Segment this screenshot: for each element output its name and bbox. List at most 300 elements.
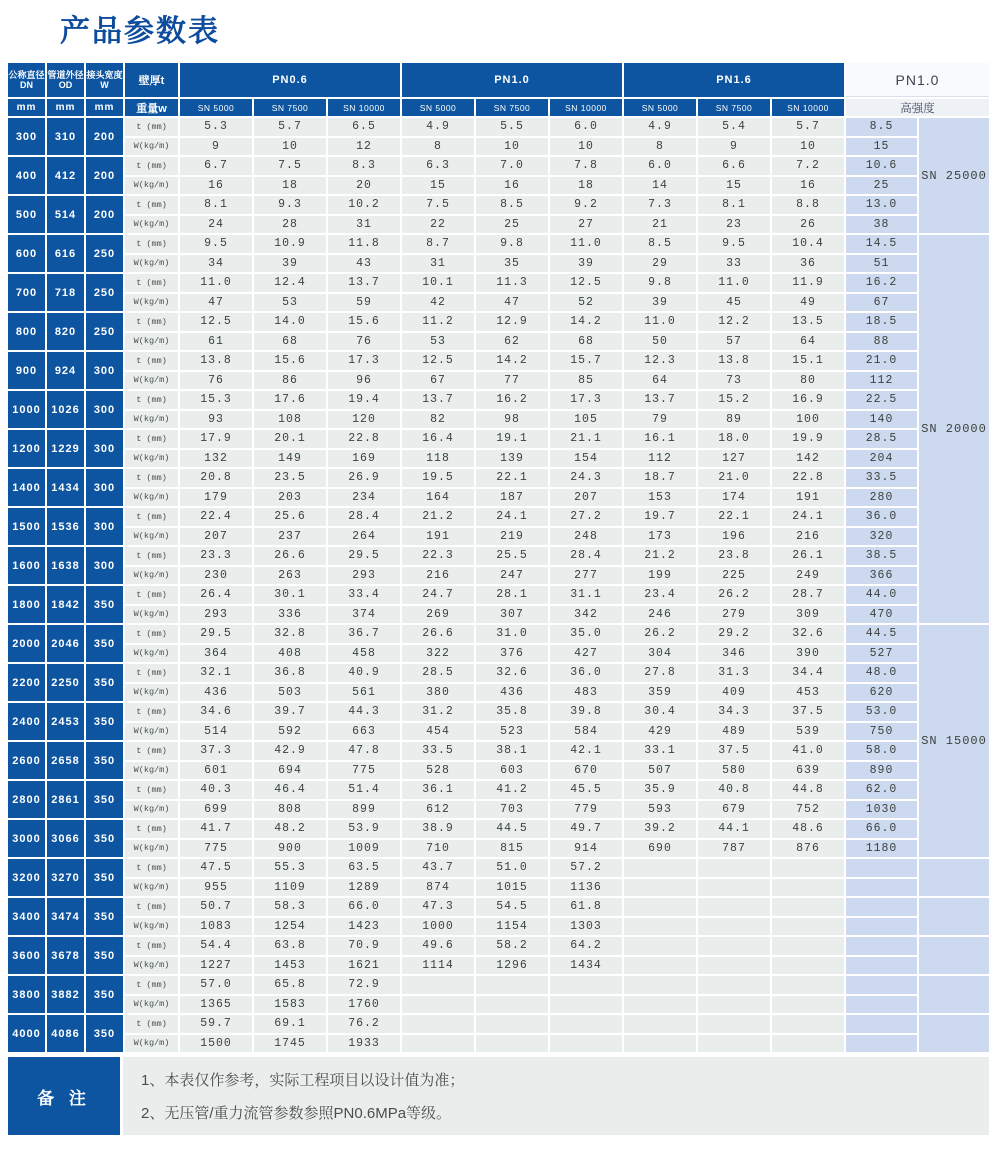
- thickness-value-cell: [476, 1015, 548, 1033]
- thickness-value-cell: 50.7: [180, 898, 252, 916]
- col-header-pn06-sn-10000: SN 10000: [328, 99, 400, 116]
- weight-value-cell: 9: [180, 138, 252, 156]
- weight-value-cell: 336: [254, 606, 326, 624]
- thickness-value-cell: 45.5: [550, 781, 622, 799]
- thickness-value-cell: 63.8: [254, 937, 326, 955]
- joint-width-cell: 300: [86, 391, 123, 428]
- thickness-value-cell: 7.5: [254, 157, 326, 175]
- weight-value-cell: 1583: [254, 996, 326, 1014]
- weight-value-cell: 503: [254, 684, 326, 702]
- weight-value-cell: [772, 996, 844, 1014]
- thickness-value-cell: 44.8: [772, 781, 844, 799]
- od-cell: 616: [47, 235, 84, 272]
- thickness-value-cell: 22.3: [402, 547, 474, 565]
- weight-value-cell: 9: [698, 138, 770, 156]
- joint-width-cell: 350: [86, 859, 123, 896]
- thickness-value-cell: 35.9: [624, 781, 696, 799]
- high-strength-weight-cell: [846, 957, 917, 975]
- row-label-weight: W(kg/m): [125, 138, 178, 156]
- high-strength-thickness-cell: 10.6: [846, 157, 917, 175]
- weight-value-cell: 710: [402, 840, 474, 858]
- thickness-value-cell: 42.9: [254, 742, 326, 760]
- thickness-value-cell: 58.3: [254, 898, 326, 916]
- weight-value-cell: 59: [328, 294, 400, 312]
- thickness-value-cell: [550, 976, 622, 994]
- col-header-od-abbr: OD: [58, 80, 73, 90]
- thickness-value-cell: 61.8: [550, 898, 622, 916]
- thickness-value-cell: 34.3: [698, 703, 770, 721]
- thickness-value-cell: 46.4: [254, 781, 326, 799]
- col-header-pn10-sn-7500: SN 7500: [476, 99, 548, 116]
- high-strength-thickness-cell: 28.5: [846, 430, 917, 448]
- thickness-value-cell: 36.7: [328, 625, 400, 643]
- thickness-value-cell: 38.1: [476, 742, 548, 760]
- high-strength-thickness-cell: [846, 859, 917, 877]
- thickness-value-cell: 7.2: [772, 157, 844, 175]
- thickness-value-cell: 6.7: [180, 157, 252, 175]
- weight-value-cell: [698, 918, 770, 936]
- od-cell: 514: [47, 196, 84, 233]
- row-label-weight: W(kg/m): [125, 294, 178, 312]
- weight-value-cell: [698, 1035, 770, 1053]
- col-header-width-abbr: W: [100, 80, 109, 90]
- dn-cell: 3600: [8, 937, 45, 974]
- high-strength-thickness-cell: 22.5: [846, 391, 917, 409]
- thickness-value-cell: [402, 1015, 474, 1033]
- thickness-value-cell: 22.1: [476, 469, 548, 487]
- weight-value-cell: 199: [624, 567, 696, 585]
- thickness-value-cell: 8.7: [402, 235, 474, 253]
- thickness-value-cell: 6.5: [328, 118, 400, 136]
- weight-value-cell: 216: [402, 567, 474, 585]
- thickness-value-cell: 18.0: [698, 430, 770, 448]
- thickness-value-cell: 36.8: [254, 664, 326, 682]
- weight-value-cell: [624, 996, 696, 1014]
- row-label-thickness: t (mm): [125, 859, 178, 877]
- thickness-value-cell: 5.3: [180, 118, 252, 136]
- od-cell: 412: [47, 157, 84, 194]
- weight-value-cell: 309: [772, 606, 844, 624]
- dn-cell: 2400: [8, 703, 45, 740]
- thickness-value-cell: 17.6: [254, 391, 326, 409]
- thickness-value-cell: 41.2: [476, 781, 548, 799]
- od-cell: 3882: [47, 976, 84, 1013]
- weight-value-cell: 10: [254, 138, 326, 156]
- weight-value-cell: 1500: [180, 1035, 252, 1053]
- weight-value-cell: 23: [698, 216, 770, 234]
- weight-value-cell: 234: [328, 489, 400, 507]
- weight-value-cell: 699: [180, 801, 252, 819]
- weight-value-cell: 408: [254, 645, 326, 663]
- weight-value-cell: 592: [254, 723, 326, 741]
- weight-value-cell: 8: [624, 138, 696, 156]
- weight-value-cell: 307: [476, 606, 548, 624]
- col-header-width: [86, 63, 123, 97]
- remarks-body: [123, 1057, 989, 1135]
- thickness-value-cell: 36.1: [402, 781, 474, 799]
- row-label-weight: W(kg/m): [125, 333, 178, 351]
- weight-value-cell: [550, 996, 622, 1014]
- dn-cell: 1000: [8, 391, 45, 428]
- weight-value-cell: 203: [254, 489, 326, 507]
- weight-value-cell: 1453: [254, 957, 326, 975]
- weight-value-cell: 1434: [550, 957, 622, 975]
- dn-cell: 700: [8, 274, 45, 311]
- weight-value-cell: 293: [328, 567, 400, 585]
- weight-value-cell: 173: [624, 528, 696, 546]
- weight-value-cell: 1136: [550, 879, 622, 897]
- thickness-value-cell: 9.3: [254, 196, 326, 214]
- weight-value-cell: 50: [624, 333, 696, 351]
- weight-value-cell: 53: [402, 333, 474, 351]
- high-strength-thickness-cell: 53.0: [846, 703, 917, 721]
- weight-value-cell: [476, 1035, 548, 1053]
- weight-value-cell: 31: [328, 216, 400, 234]
- thickness-value-cell: [698, 937, 770, 955]
- thickness-value-cell: 51.4: [328, 781, 400, 799]
- weight-value-cell: 1933: [328, 1035, 400, 1053]
- thickness-value-cell: 16.9: [772, 391, 844, 409]
- thickness-value-cell: 6.6: [698, 157, 770, 175]
- od-cell: 3066: [47, 820, 84, 857]
- thickness-value-cell: 10.2: [328, 196, 400, 214]
- row-label-weight: W(kg/m): [125, 489, 178, 507]
- product-parameter-table: [8, 63, 989, 1052]
- row-label-weight: W(kg/m): [125, 528, 178, 546]
- thickness-value-cell: 36.0: [550, 664, 622, 682]
- thickness-value-cell: 11.8: [328, 235, 400, 253]
- row-label-weight: W(kg/m): [125, 606, 178, 624]
- row-label-thickness: t (mm): [125, 274, 178, 292]
- remarks-section: [8, 1057, 989, 1135]
- thickness-value-cell: 55.3: [254, 859, 326, 877]
- weight-value-cell: [624, 879, 696, 897]
- remark-line-2: 2、无压管/重力流管参数参照PN0.6MPa等级。: [141, 1105, 452, 1122]
- thickness-value-cell: 24.3: [550, 469, 622, 487]
- weight-value-cell: 96: [328, 372, 400, 390]
- weight-value-cell: 454: [402, 723, 474, 741]
- weight-value-cell: 12: [328, 138, 400, 156]
- od-cell: 820: [47, 313, 84, 350]
- high-strength-thickness-cell: 44.0: [846, 586, 917, 604]
- high-strength-weight-cell: 1180: [846, 840, 917, 858]
- weight-value-cell: 247: [476, 567, 548, 585]
- weight-value-cell: 16: [772, 177, 844, 195]
- high-strength-weight-cell: 750: [846, 723, 917, 741]
- thickness-value-cell: 8.1: [698, 196, 770, 214]
- thickness-value-cell: 21.2: [402, 508, 474, 526]
- high-strength-weight-cell: 527: [846, 645, 917, 663]
- thickness-value-cell: 12.9: [476, 313, 548, 331]
- weight-value-cell: 225: [698, 567, 770, 585]
- thickness-value-cell: 41.7: [180, 820, 252, 838]
- joint-width-cell: 200: [86, 157, 123, 194]
- row-label-thickness: t (mm): [125, 625, 178, 643]
- thickness-value-cell: 66.0: [328, 898, 400, 916]
- weight-value-cell: 33: [698, 255, 770, 273]
- row-label-thickness: t (mm): [125, 391, 178, 409]
- thickness-value-cell: 21.0: [698, 469, 770, 487]
- sn-class-label: SN 15000: [919, 625, 989, 857]
- thickness-value-cell: [550, 1015, 622, 1033]
- weight-value-cell: [772, 957, 844, 975]
- weight-value-cell: 436: [476, 684, 548, 702]
- high-strength-weight-cell: 25: [846, 177, 917, 195]
- col-header-pn06-sn-5000: SN 5000: [180, 99, 252, 116]
- thickness-value-cell: 30.1: [254, 586, 326, 604]
- thickness-value-cell: 27.2: [550, 508, 622, 526]
- thickness-value-cell: 9.5: [180, 235, 252, 253]
- weight-value-cell: 15: [402, 177, 474, 195]
- weight-value-cell: 98: [476, 411, 548, 429]
- col-header-od: [47, 63, 84, 97]
- col-header-weight: 重量w: [125, 99, 178, 116]
- weight-value-cell: 458: [328, 645, 400, 663]
- weight-value-cell: 207: [550, 489, 622, 507]
- thickness-value-cell: [772, 976, 844, 994]
- thickness-value-cell: 7.0: [476, 157, 548, 175]
- sn-class-empty: [919, 937, 989, 974]
- weight-value-cell: 20: [328, 177, 400, 195]
- weight-value-cell: 230: [180, 567, 252, 585]
- high-strength-thickness-cell: 13.0: [846, 196, 917, 214]
- sn-class-label: SN 20000: [919, 235, 989, 623]
- dn-cell: 400: [8, 157, 45, 194]
- row-label-weight: W(kg/m): [125, 411, 178, 429]
- thickness-value-cell: 4.9: [402, 118, 474, 136]
- weight-value-cell: 80: [772, 372, 844, 390]
- thickness-value-cell: 63.5: [328, 859, 400, 877]
- weight-value-cell: 694: [254, 762, 326, 780]
- unit-width: mm: [86, 99, 123, 116]
- row-label-thickness: t (mm): [125, 586, 178, 604]
- row-label-thickness: t (mm): [125, 937, 178, 955]
- thickness-value-cell: 13.8: [698, 352, 770, 370]
- row-label-thickness: t (mm): [125, 508, 178, 526]
- high-strength-thickness-cell: 21.0: [846, 352, 917, 370]
- row-label-thickness: t (mm): [125, 1015, 178, 1033]
- weight-value-cell: [772, 879, 844, 897]
- thickness-value-cell: 26.1: [772, 547, 844, 565]
- row-label-thickness: t (mm): [125, 469, 178, 487]
- thickness-value-cell: 59.7: [180, 1015, 252, 1033]
- row-label-thickness: t (mm): [125, 547, 178, 565]
- row-label-weight: W(kg/m): [125, 450, 178, 468]
- weight-value-cell: 670: [550, 762, 622, 780]
- weight-value-cell: 196: [698, 528, 770, 546]
- weight-value-cell: [624, 957, 696, 975]
- thickness-value-cell: 47.5: [180, 859, 252, 877]
- weight-value-cell: 364: [180, 645, 252, 663]
- weight-value-cell: 86: [254, 372, 326, 390]
- weight-value-cell: 179: [180, 489, 252, 507]
- joint-width-cell: 350: [86, 703, 123, 740]
- thickness-value-cell: 30.4: [624, 703, 696, 721]
- weight-value-cell: 409: [698, 684, 770, 702]
- row-label-thickness: t (mm): [125, 703, 178, 721]
- weight-value-cell: 174: [698, 489, 770, 507]
- thickness-value-cell: 9.8: [624, 274, 696, 292]
- weight-value-cell: 775: [328, 762, 400, 780]
- weight-value-cell: 68: [254, 333, 326, 351]
- high-strength-weight-cell: [846, 1035, 917, 1053]
- thickness-value-cell: 8.1: [180, 196, 252, 214]
- weight-value-cell: 10: [550, 138, 622, 156]
- thickness-value-cell: 12.2: [698, 313, 770, 331]
- thickness-value-cell: 5.5: [476, 118, 548, 136]
- thickness-value-cell: 35.0: [550, 625, 622, 643]
- joint-width-cell: 350: [86, 898, 123, 935]
- thickness-value-cell: 19.1: [476, 430, 548, 448]
- weight-value-cell: 900: [254, 840, 326, 858]
- dn-cell: 4000: [8, 1015, 45, 1052]
- weight-value-cell: 64: [772, 333, 844, 351]
- od-cell: 4086: [47, 1015, 84, 1052]
- thickness-value-cell: 40.9: [328, 664, 400, 682]
- thickness-value-cell: 8.5: [624, 235, 696, 253]
- thickness-value-cell: 7.5: [402, 196, 474, 214]
- weight-value-cell: 52: [550, 294, 622, 312]
- thickness-value-cell: [624, 1015, 696, 1033]
- weight-value-cell: 269: [402, 606, 474, 624]
- sn-class-label: SN 25000: [919, 118, 989, 233]
- thickness-value-cell: 16.4: [402, 430, 474, 448]
- weight-value-cell: 322: [402, 645, 474, 663]
- weight-value-cell: 453: [772, 684, 844, 702]
- row-label-weight: W(kg/m): [125, 567, 178, 585]
- weight-value-cell: 43: [328, 255, 400, 273]
- weight-value-cell: 342: [550, 606, 622, 624]
- joint-width-cell: 350: [86, 937, 123, 974]
- weight-value-cell: 57: [698, 333, 770, 351]
- high-strength-thickness-cell: 48.0: [846, 664, 917, 682]
- thickness-value-cell: 32.1: [180, 664, 252, 682]
- col-header-dn-abbr: DN: [19, 80, 33, 90]
- weight-value-cell: 775: [180, 840, 252, 858]
- page-title: 产品参数表: [60, 15, 220, 48]
- weight-value-cell: 359: [624, 684, 696, 702]
- weight-value-cell: 82: [402, 411, 474, 429]
- weight-value-cell: 376: [476, 645, 548, 663]
- dn-cell: 3400: [8, 898, 45, 935]
- thickness-value-cell: 5.4: [698, 118, 770, 136]
- weight-value-cell: 219: [476, 528, 548, 546]
- thickness-value-cell: 6.0: [550, 118, 622, 136]
- weight-value-cell: 21: [624, 216, 696, 234]
- weight-value-cell: 264: [328, 528, 400, 546]
- weight-value-cell: 1227: [180, 957, 252, 975]
- weight-value-cell: 427: [550, 645, 622, 663]
- weight-value-cell: 1114: [402, 957, 474, 975]
- weight-value-cell: 1015: [476, 879, 548, 897]
- thickness-value-cell: 40.8: [698, 781, 770, 799]
- weight-value-cell: 89: [698, 411, 770, 429]
- thickness-value-cell: [624, 976, 696, 994]
- high-strength-thickness-cell: 16.2: [846, 274, 917, 292]
- thickness-value-cell: 29.5: [180, 625, 252, 643]
- thickness-value-cell: 13.8: [180, 352, 252, 370]
- weight-value-cell: 507: [624, 762, 696, 780]
- thickness-value-cell: 28.4: [328, 508, 400, 526]
- joint-width-cell: 300: [86, 508, 123, 545]
- thickness-value-cell: 17.9: [180, 430, 252, 448]
- unit-dn: mm: [8, 99, 45, 116]
- group-header-pn10-high-strength: PN1.0: [846, 63, 989, 97]
- thickness-value-cell: 76.2: [328, 1015, 400, 1033]
- weight-value-cell: 1365: [180, 996, 252, 1014]
- dn-cell: 3800: [8, 976, 45, 1013]
- weight-value-cell: 34: [180, 255, 252, 273]
- weight-value-cell: 73: [698, 372, 770, 390]
- high-strength-weight-cell: 1030: [846, 801, 917, 819]
- thickness-value-cell: 64.2: [550, 937, 622, 955]
- thickness-value-cell: 32.8: [254, 625, 326, 643]
- thickness-value-cell: 28.4: [550, 547, 622, 565]
- weight-value-cell: 874: [402, 879, 474, 897]
- thickness-value-cell: 26.4: [180, 586, 252, 604]
- thickness-value-cell: 47.3: [402, 898, 474, 916]
- high-strength-weight-cell: 88: [846, 333, 917, 351]
- thickness-value-cell: 19.4: [328, 391, 400, 409]
- weight-value-cell: 752: [772, 801, 844, 819]
- od-cell: 1842: [47, 586, 84, 623]
- od-cell: 2453: [47, 703, 84, 740]
- high-strength-weight-cell: [846, 879, 917, 897]
- thickness-value-cell: 33.4: [328, 586, 400, 604]
- joint-width-cell: 250: [86, 235, 123, 272]
- thickness-value-cell: 33.1: [624, 742, 696, 760]
- dn-cell: 600: [8, 235, 45, 272]
- joint-width-cell: 350: [86, 781, 123, 818]
- dn-cell: 900: [8, 352, 45, 389]
- thickness-value-cell: 11.0: [698, 274, 770, 292]
- joint-width-cell: 300: [86, 469, 123, 506]
- weight-value-cell: 580: [698, 762, 770, 780]
- thickness-value-cell: 39.2: [624, 820, 696, 838]
- thickness-value-cell: 57.2: [550, 859, 622, 877]
- weight-value-cell: 77: [476, 372, 548, 390]
- dn-cell: 3200: [8, 859, 45, 896]
- thickness-value-cell: 16.2: [476, 391, 548, 409]
- row-label-thickness: t (mm): [125, 196, 178, 214]
- thickness-value-cell: 31.1: [550, 586, 622, 604]
- weight-value-cell: 279: [698, 606, 770, 624]
- thickness-value-cell: 44.3: [328, 703, 400, 721]
- thickness-value-cell: [698, 859, 770, 877]
- thickness-value-cell: 22.4: [180, 508, 252, 526]
- joint-width-cell: 350: [86, 1015, 123, 1052]
- thickness-value-cell: 29.2: [698, 625, 770, 643]
- thickness-value-cell: 7.8: [550, 157, 622, 175]
- weight-value-cell: 489: [698, 723, 770, 741]
- thickness-value-cell: 53.9: [328, 820, 400, 838]
- thickness-value-cell: 11.0: [624, 313, 696, 331]
- weight-value-cell: 436: [180, 684, 252, 702]
- thickness-value-cell: 65.8: [254, 976, 326, 994]
- row-label-thickness: t (mm): [125, 430, 178, 448]
- row-label-weight: W(kg/m): [125, 645, 178, 663]
- high-strength-thickness-cell: 8.5: [846, 118, 917, 136]
- thickness-value-cell: 7.3: [624, 196, 696, 214]
- weight-value-cell: 16: [476, 177, 548, 195]
- weight-value-cell: 67: [402, 372, 474, 390]
- thickness-value-cell: 40.3: [180, 781, 252, 799]
- thickness-value-cell: 48.6: [772, 820, 844, 838]
- col-header-pn06-sn-7500: SN 7500: [254, 99, 326, 116]
- weight-value-cell: 68: [550, 333, 622, 351]
- thickness-value-cell: 9.5: [698, 235, 770, 253]
- row-label-weight: W(kg/m): [125, 840, 178, 858]
